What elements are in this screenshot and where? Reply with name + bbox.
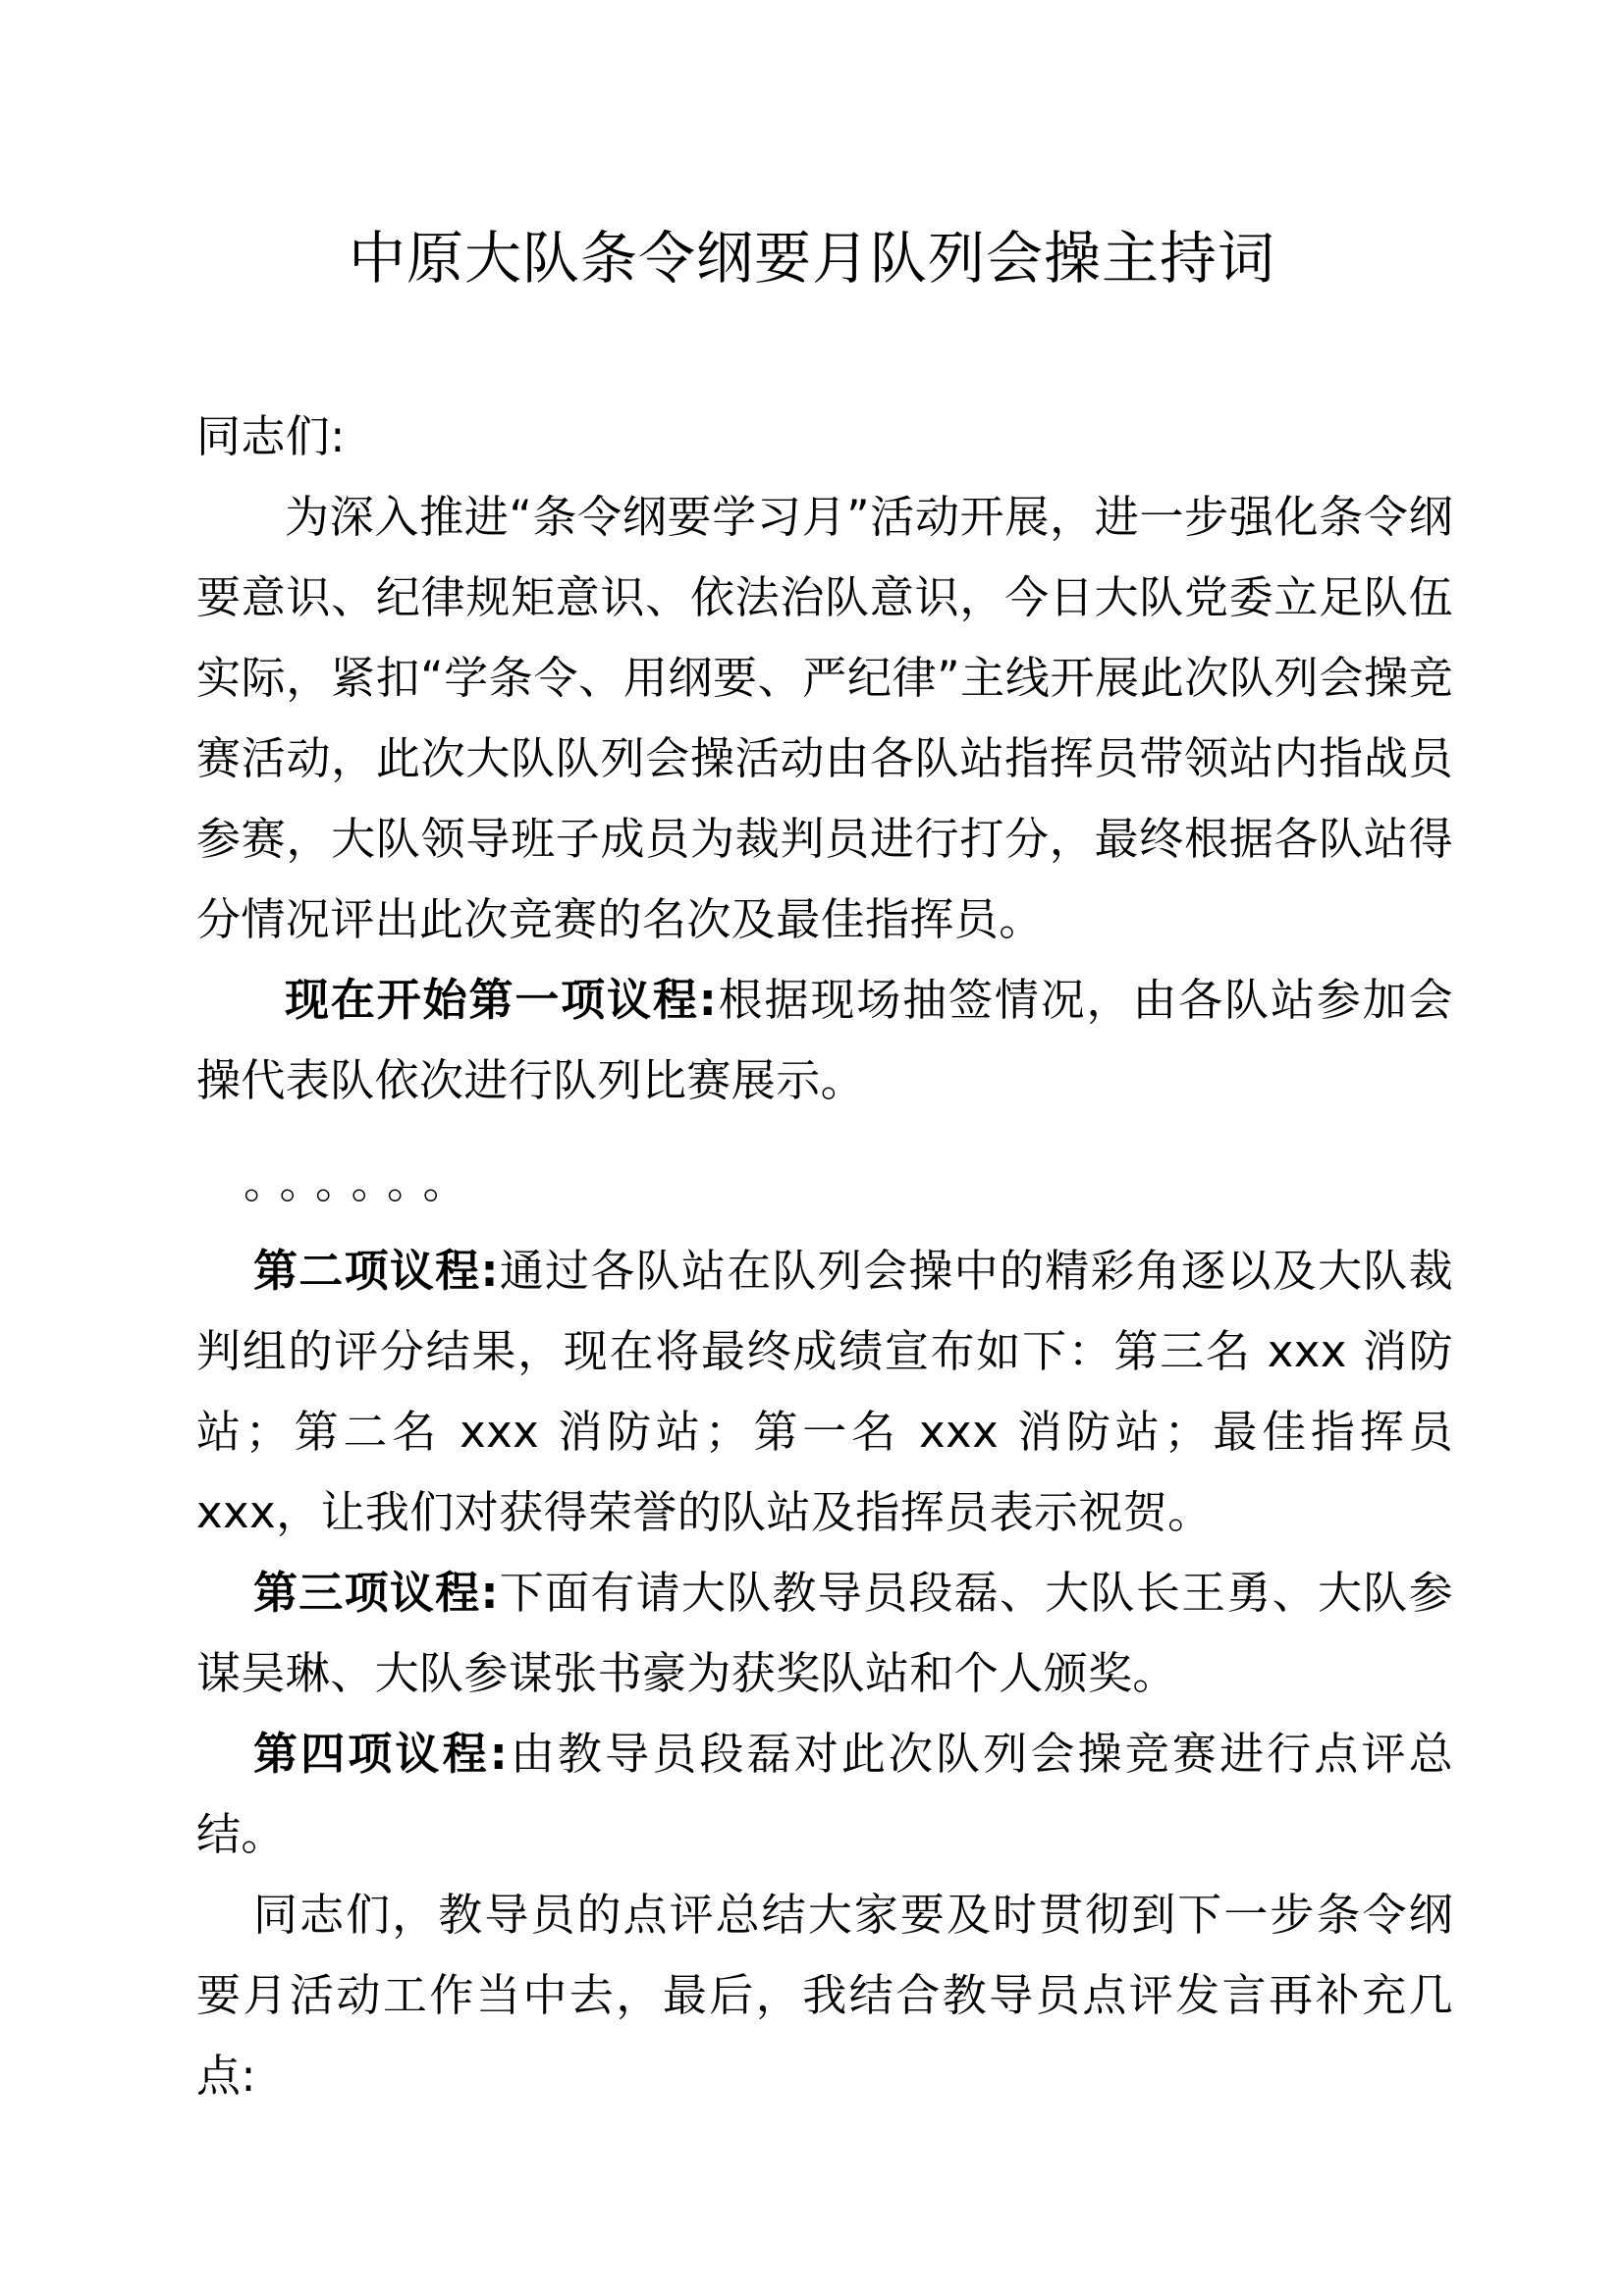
greeting: 同志们: [196, 410, 346, 462]
agenda-item-3-text: 下面有请大队教导员段磊、大队长王勇、大队参谋吴琳、大队参谋张书豪为获奖队站和个人颁奖。 [196, 1567, 1453, 1699]
agenda-item-4-label: 第四项议程: [253, 1728, 509, 1780]
agenda-item-4 [196, 1714, 1453, 1875]
agenda-item-2-label: 第二项议程: [253, 1245, 499, 1297]
document-body [196, 397, 1453, 2116]
agenda-item-1-text: 根据现场抽签情况，由各队站参加会操代表队依次进行队列比赛展示。 [196, 974, 1453, 1106]
document-title: 中原大队条令纲要月队列会操主持词 [348, 225, 1275, 292]
agenda-item-3 [196, 1553, 1453, 1714]
closing-paragraph: 同志们，教导员的点评总结大家要及时贯彻到下一步条令纲要月活动工作当中去，最后，我结合教导员点评发言再补充几点: [196, 1889, 1453, 2102]
ellipsis-dots: 。。。。。。 [244, 1156, 481, 1208]
agenda-item-1-label: 现在开始第一项议程: [285, 974, 718, 1026]
agenda-item-2-text: 通过各队站在队列会操中的精彩角逐以及大队裁判组的评分结果，现在将最终成绩宣布如下：第三名 xxx 消防站；第二名 xxx 消防站；第一名 xxx 消防站；最佳指挥员 xxx，让我们对获得荣誉的队站及指挥员表示祝贺。 [196, 1245, 1453, 1538]
agenda-item-3-label: 第三项议程: [253, 1567, 499, 1619]
agenda-item-2 [196, 1231, 1453, 1553]
agenda-item-4-text: 由教导员段磊对此次队列会操竞赛进行点评总结。 [196, 1728, 1453, 1860]
agenda-item-1 [196, 960, 1453, 1121]
intro-paragraph: 为深入推进“条令纲要学习月”活动开展，进一步强化条令纲要意识、纪律规矩意识、依法治队意识，今日大队党委立足队伍实际，紧扣“学条令、用纲要、严纪律”主线开展此次队列会操竞赛活动，此次大队队列会操活动由各队站指挥员带领站内指战员参赛，大队领导班子成员为裁判员进行打分，最终根据各队站得分情况评出此次竞赛的名次及最佳指挥员。 [196, 491, 1453, 945]
